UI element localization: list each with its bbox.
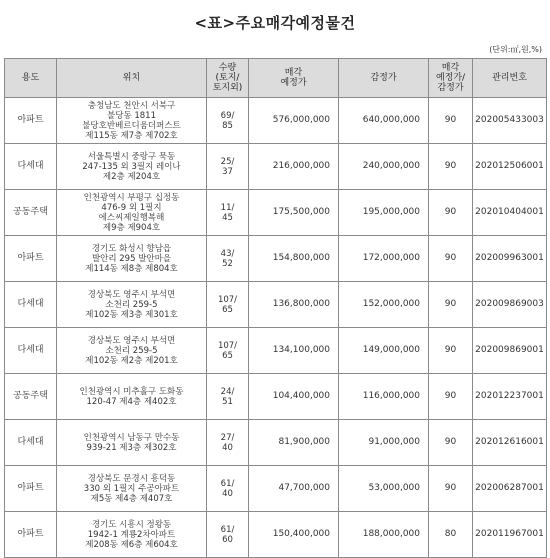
cell-quantity: 11/ 45 [207, 190, 249, 236]
table-row [5, 98, 547, 144]
cell-mgmt-no: 202009869003 [473, 282, 547, 328]
cell-mgmt-no: 202009963001 [473, 236, 547, 282]
cell-ratio: 90 [429, 282, 473, 328]
table-row [5, 328, 547, 374]
unit-note: (단위:㎡,원,%) [489, 45, 542, 54]
cell-usage: 아파트 [5, 466, 57, 512]
cell-ratio: 90 [429, 236, 473, 282]
cell-location: 경상북도 문경시 흥덕동 330 외 1필지 주공아파트 제5동 제4층 제407호 [57, 466, 207, 512]
cell-location: 인천광역시 남동구 만수동 939-21 제3층 제302호 [57, 420, 207, 466]
cell-quantity: 25/ 37 [207, 144, 249, 190]
column-header-mgmt-no: 관리번호 [473, 59, 547, 98]
cell-usage: 공동주택 [5, 190, 57, 236]
cell-sale-price: 134,100,000 [249, 328, 339, 374]
cell-mgmt-no: 202011967001 [473, 512, 547, 558]
cell-usage: 다세대 [5, 144, 57, 190]
cell-location: 경기도 시흥시 정왕동 1942-1 계룡2차아파트 제208동 제6층 제604호 [57, 512, 207, 558]
cell-location: 경상북도 영주시 부석면 소천리 259-5 제102동 제2층 제201호 [57, 328, 207, 374]
cell-ratio: 80 [429, 512, 473, 558]
cell-mgmt-no: 202005433003 [473, 98, 547, 144]
cell-location: 인천광역시 미추홀구 도화동 120-47 제4층 제402호 [57, 374, 207, 420]
table-row [5, 236, 547, 282]
table-row [5, 420, 547, 466]
cell-appraisal: 152,000,000 [339, 282, 429, 328]
column-header-location: 위치 [57, 59, 207, 98]
cell-ratio: 90 [429, 144, 473, 190]
cell-appraisal: 640,000,000 [339, 98, 429, 144]
cell-appraisal: 91,000,000 [339, 420, 429, 466]
cell-mgmt-no: 202010404001 [473, 190, 547, 236]
cell-location: 충청남도 천안시 서북구 불당동 1811 불당호반베르디움더퍼스트 제115동 제7층 제702호 [57, 98, 207, 144]
cell-sale-price: 154,800,000 [249, 236, 339, 282]
table-row [5, 466, 547, 512]
cell-sale-price: 81,900,000 [249, 420, 339, 466]
cell-mgmt-no: 202012506001 [473, 144, 547, 190]
cell-appraisal: 188,000,000 [339, 512, 429, 558]
cell-usage: 아파트 [5, 236, 57, 282]
cell-ratio: 90 [429, 190, 473, 236]
table-body [5, 98, 547, 558]
cell-usage: 다세대 [5, 328, 57, 374]
cell-location: 인천광역시 부평구 십정동 476-9 외 1필지 에스씨제일행복해 제9층 제904호 [57, 190, 207, 236]
cell-usage: 다세대 [5, 420, 57, 466]
cell-location: 경기도 화성시 향남읍 발안리 295 발안마을 제114동 제8층 제804호 [57, 236, 207, 282]
table-row [5, 282, 547, 328]
cell-usage: 아파트 [5, 98, 57, 144]
cell-appraisal: 240,000,000 [339, 144, 429, 190]
cell-sale-price: 576,000,000 [249, 98, 339, 144]
column-header-appraisal: 감정가 [339, 59, 429, 98]
column-header-ratio: 매각 예정가/ 감정가 [429, 59, 473, 98]
cell-sale-price: 47,700,000 [249, 466, 339, 512]
cell-quantity: 61/ 60 [207, 512, 249, 558]
cell-mgmt-no: 202012237001 [473, 374, 547, 420]
cell-ratio: 90 [429, 328, 473, 374]
property-table [4, 58, 547, 558]
cell-sale-price: 175,500,000 [249, 190, 339, 236]
cell-appraisal: 116,000,000 [339, 374, 429, 420]
cell-appraisal: 53,000,000 [339, 466, 429, 512]
cell-appraisal: 172,000,000 [339, 236, 429, 282]
cell-quantity: 107/ 65 [207, 282, 249, 328]
cell-quantity: 61/ 40 [207, 466, 249, 512]
cell-location: 경상북도 영주시 부석면 소천리 259-5 제102동 제3층 제301호 [57, 282, 207, 328]
cell-sale-price: 136,800,000 [249, 282, 339, 328]
table-row [5, 512, 547, 558]
cell-appraisal: 149,000,000 [339, 328, 429, 374]
cell-usage: 다세대 [5, 282, 57, 328]
cell-location: 서울특별시 중랑구 묵동 247-135 외 3필지 레이나 제2층 제204호 [57, 144, 207, 190]
cell-mgmt-no: 202006287001 [473, 466, 547, 512]
cell-quantity: 24/ 51 [207, 374, 249, 420]
table-row [5, 144, 547, 190]
cell-usage: 공동주택 [5, 374, 57, 420]
table-row [5, 190, 547, 236]
cell-usage: 아파트 [5, 512, 57, 558]
cell-sale-price: 216,000,000 [249, 144, 339, 190]
cell-quantity: 107/ 65 [207, 328, 249, 374]
cell-sale-price: 150,400,000 [249, 512, 339, 558]
cell-quantity: 69/ 85 [207, 98, 249, 144]
column-header-sale-price: 매각 예정가 [249, 59, 339, 98]
table-row [5, 374, 547, 420]
cell-sale-price: 104,400,000 [249, 374, 339, 420]
document-title: <표>주요매각예정물건 [194, 14, 356, 32]
column-header-usage: 용도 [5, 59, 57, 98]
cell-ratio: 90 [429, 374, 473, 420]
cell-ratio: 90 [429, 420, 473, 466]
cell-appraisal: 195,000,000 [339, 190, 429, 236]
cell-ratio: 90 [429, 98, 473, 144]
cell-quantity: 43/ 52 [207, 236, 249, 282]
column-header-quantity: 수량 (토지/ 토지외) [207, 59, 249, 98]
table-header-row [5, 59, 547, 98]
cell-quantity: 27/ 40 [207, 420, 249, 466]
cell-mgmt-no: 202009869001 [473, 328, 547, 374]
cell-mgmt-no: 202012616001 [473, 420, 547, 466]
cell-ratio: 90 [429, 466, 473, 512]
